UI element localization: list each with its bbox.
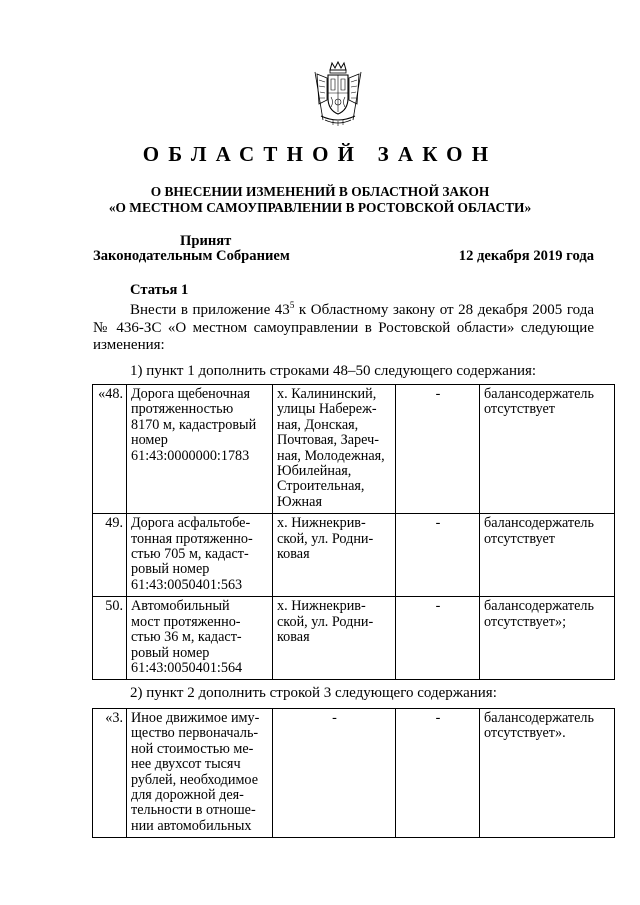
cell-line: отсутствует xyxy=(484,530,555,547)
superscript: 5 xyxy=(289,300,295,310)
cell-line: 8170 м, кадастровый xyxy=(131,416,257,433)
cell-line: номер xyxy=(131,432,168,449)
item-1 xyxy=(93,363,594,381)
cell-line: 61:43:0050401:563 xyxy=(131,576,243,593)
cell-line: Строительная, xyxy=(277,478,365,495)
cell-line: отсутствует xyxy=(484,401,555,418)
row-number: «3. xyxy=(93,709,127,838)
object-description xyxy=(127,385,273,514)
cell-line: Дорога асфальтобе- xyxy=(131,515,251,532)
cell-line: ровый номер xyxy=(131,561,210,578)
cell-line: ровый номер xyxy=(131,644,210,661)
intro-line: изменения: xyxy=(93,337,165,353)
cell-line: балансодержатель xyxy=(484,710,594,726)
dash-cell: - xyxy=(273,709,396,838)
cell-line: тельности в отноше- xyxy=(131,802,256,819)
law-subtitle xyxy=(0,184,640,216)
balance-holder xyxy=(480,514,615,597)
row-number: 49. xyxy=(93,514,127,597)
item-1-text: 1) пункт 1 дополнить строками 48–50 следующего содержания: xyxy=(130,363,537,379)
cell-line: Почтовая, Зареч- xyxy=(277,432,379,449)
intro-text: Внести в приложение 43 xyxy=(130,302,290,318)
dash-cell: - xyxy=(396,514,480,597)
cell-line: протяженностью xyxy=(131,401,234,418)
rostov-coat-of-arms-emblem xyxy=(311,60,365,128)
cell-line: 61:43:0050401:564 xyxy=(131,659,243,676)
adopted-label: Принят xyxy=(180,233,232,249)
cell-line: балансодержатель xyxy=(484,515,594,532)
cell-line: ковая xyxy=(277,629,310,646)
dash-cell: - xyxy=(396,597,480,680)
row-number: 50. xyxy=(93,597,127,680)
cell-line: рублей, необходимое xyxy=(131,771,258,788)
cell-line: ской, ул. Родни- xyxy=(277,613,374,630)
article-intro xyxy=(93,302,594,355)
cell-line: для дорожной дея- xyxy=(131,787,244,804)
cell-line: ная, Донская, xyxy=(277,416,359,433)
cell-line: тонная протяженно- xyxy=(131,530,253,547)
item-2-text: 2) пункт 2 дополнить строкой 3 следующего содержания: xyxy=(130,685,497,701)
amendment-table-1 xyxy=(92,384,615,680)
balance-holder xyxy=(480,385,615,514)
adoption-date: 12 декабря 2019 года xyxy=(458,248,594,264)
cell-line: ной стоимостью ме- xyxy=(131,740,254,757)
object-description xyxy=(127,597,273,680)
intro-line: № 436-ЗС «О местном самоуправлении в Ростовской области» следующие xyxy=(93,319,594,336)
cell-line: нии автомобильных xyxy=(131,817,252,834)
article-heading: Статья 1 xyxy=(130,282,189,298)
cell-line: Дорога щебеночная xyxy=(131,386,251,402)
table-row xyxy=(93,514,615,597)
intro-text: к Областному закону от 28 декабря 2005 года xyxy=(294,302,595,318)
table-row xyxy=(93,385,615,514)
dash-cell: - xyxy=(396,709,480,838)
cell-line: Автомобильный xyxy=(131,598,230,615)
cell-line: улицы Набереж- xyxy=(277,401,377,418)
cell-line: 61:43:0000000:1783 xyxy=(131,447,250,464)
cell-line: Иное движимое иму- xyxy=(131,710,260,726)
adopted-by-body: Законодательным Собранием xyxy=(93,248,290,264)
object-location xyxy=(273,597,396,680)
cell-line: ная, Молодежная, xyxy=(277,447,385,464)
cell-line: стью 36 м, кадаст- xyxy=(131,629,242,646)
cell-line: стью 705 м, кадаст- xyxy=(131,546,249,563)
cell-line: балансодержатель xyxy=(484,386,594,402)
object-description xyxy=(127,709,273,838)
cell-line: нее двухсот тысяч xyxy=(131,756,241,773)
subtitle-line: «О МЕСТНОМ САМОУПРАВЛЕНИИ В РОСТОВСКОЙ ОБЛАСТИ» xyxy=(108,200,532,215)
balance-holder xyxy=(480,597,615,680)
object-location xyxy=(273,385,396,514)
cell-line: х. Нижнекрив- xyxy=(277,515,366,532)
cell-line: х. Нижнекрив- xyxy=(277,598,366,615)
cell-line: отсутствует»; xyxy=(484,613,567,630)
cell-line: балансодержатель xyxy=(484,598,594,615)
item-2 xyxy=(93,685,594,703)
law-title: ОБЛАСТНОЙ ЗАКОН xyxy=(142,142,498,166)
cell-line: щество первоначаль- xyxy=(131,725,259,742)
cell-line: мост протяженно- xyxy=(131,613,241,630)
cell-line: отсутствует». xyxy=(484,725,566,742)
table-row xyxy=(93,597,615,680)
dash-cell: - xyxy=(396,385,480,514)
intro-line xyxy=(93,302,594,320)
cell-line: х. Калининский, xyxy=(277,386,377,402)
cell-line: Южная xyxy=(277,493,322,510)
subtitle-line: О ВНЕСЕНИИ ИЗМЕНЕНИЙ В ОБЛАСТНОЙ ЗАКОН xyxy=(150,184,490,199)
cell-line: ской, ул. Родни- xyxy=(277,530,374,547)
cell-line: Юбилейная, xyxy=(277,463,352,480)
balance-holder xyxy=(480,709,615,838)
object-location xyxy=(273,514,396,597)
amendment-table-2 xyxy=(92,708,615,838)
cell-line: ковая xyxy=(277,546,310,563)
table-row xyxy=(93,709,615,838)
row-number: «48. xyxy=(93,385,127,514)
object-description xyxy=(127,514,273,597)
